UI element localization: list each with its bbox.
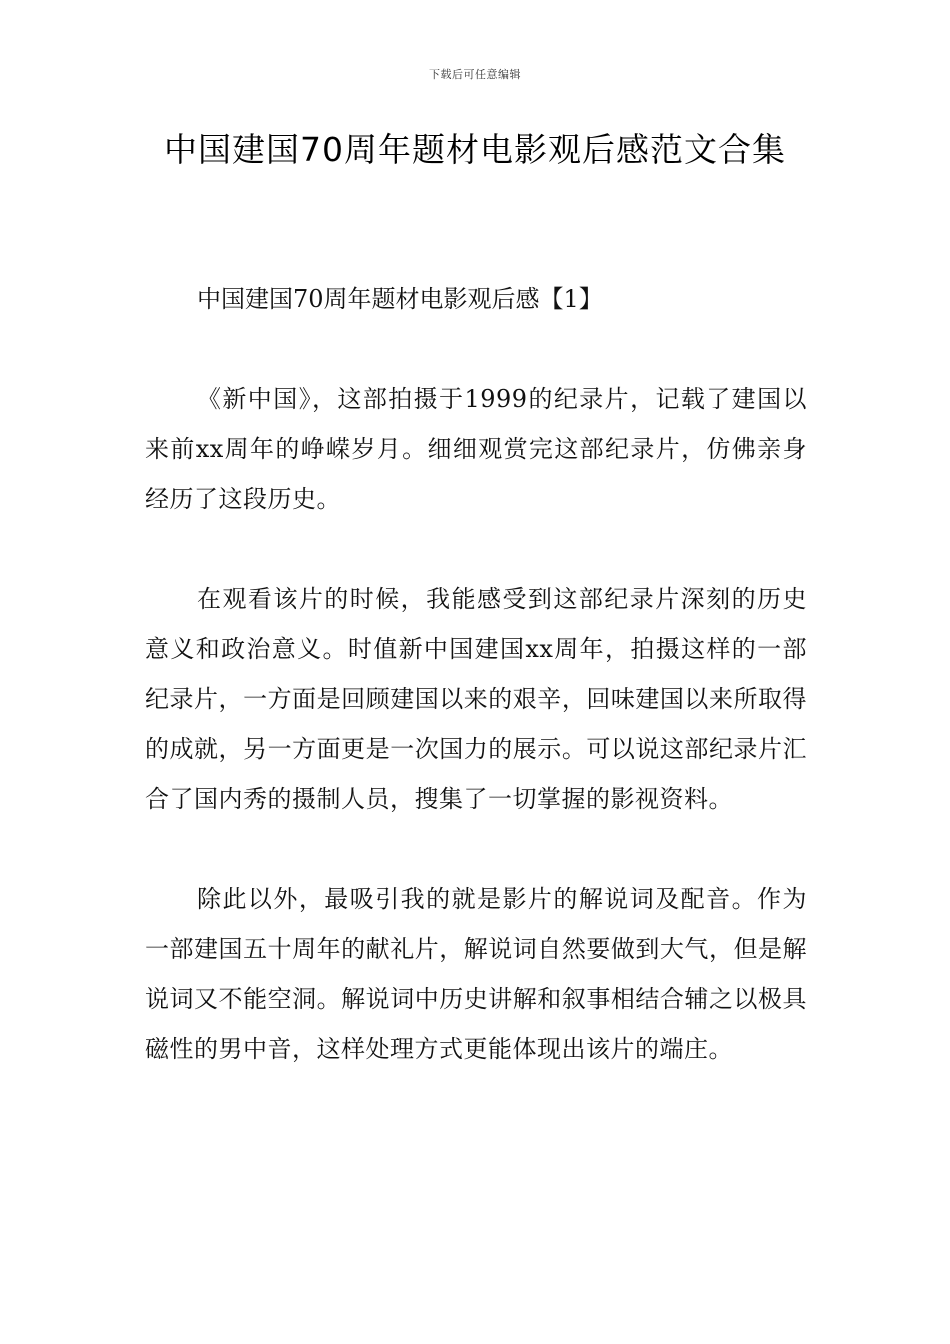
document-body xyxy=(145,274,807,1074)
header-note: 下载后可任意编辑 xyxy=(429,68,521,81)
section-heading: 中国建国70周年题材电影观后感【1】 xyxy=(197,285,603,313)
document-title: 中国建国70周年题材电影观后感范文合集 xyxy=(164,130,786,169)
paragraph-gap xyxy=(145,324,807,374)
paragraph-gap xyxy=(145,824,807,874)
paragraph-2: 在观看该片的时候，我能感受到这部纪录片深刻的历史意义和政治意义。时值新中国建国xx周年，拍摄这样的一部纪录片，一方面是回顾建国以来的艰辛，回味建国以来所取得的成就，另一方面更是一次国力的展示。可以说这部纪录片汇合了国内秀的摄制人员，搜集了一切掌握的影视资料。 xyxy=(145,585,807,813)
paragraph-gap xyxy=(145,524,807,574)
paragraph-3: 除此以外，最吸引我的就是影片的解说词及配音。作为一部建国五十周年的献礼片，解说词自然要做到大气，但是解说词又不能空洞。解说词中历史讲解和叙事相结合辅之以极具磁性的男中音，这样处理方式更能体现出该片的端庄。 xyxy=(145,885,807,1063)
paragraph-1: 《新中国》，这部拍摄于1999的纪录片，记载了建国以来前xx周年的峥嵘岁月。细细观赏完这部纪录片，仿佛亲身经历了这段历史。 xyxy=(145,385,807,513)
